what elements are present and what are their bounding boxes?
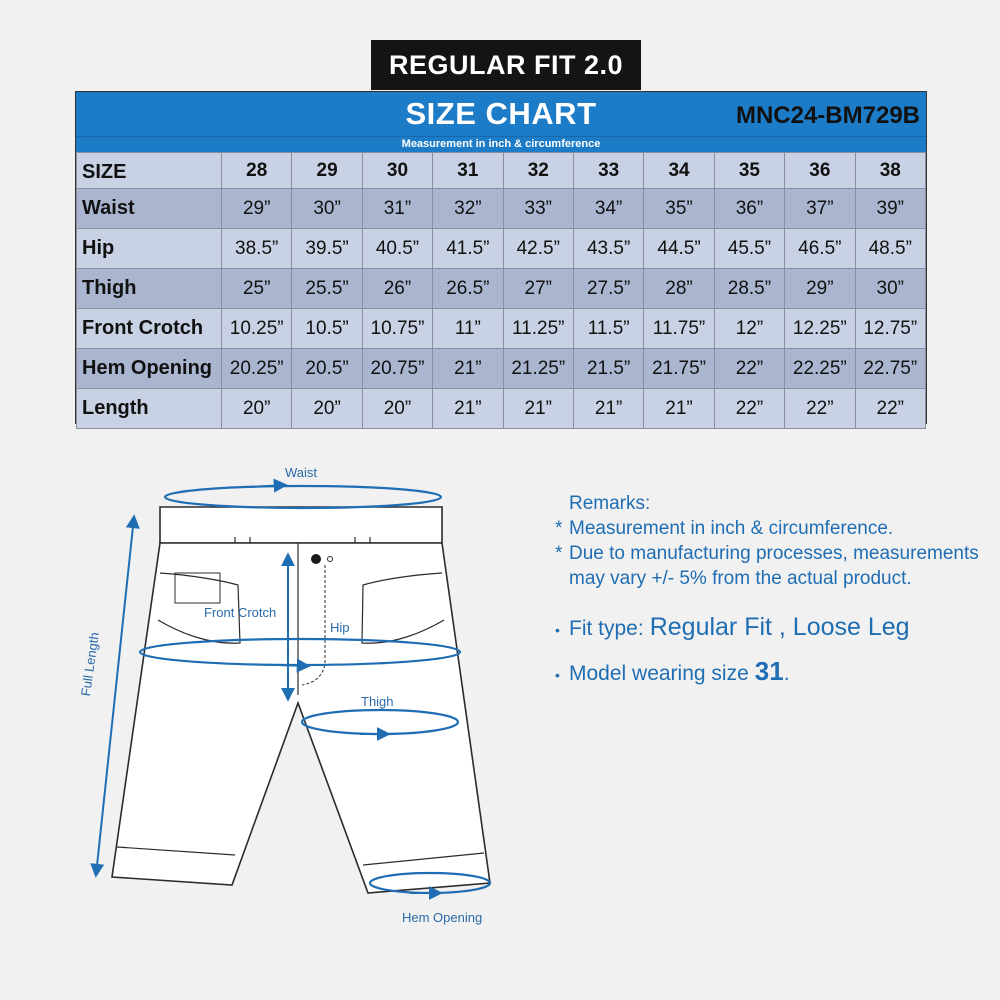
measurement-value: 20” (362, 389, 432, 429)
size-header-label: SIZE (77, 153, 222, 189)
measurement-label: Waist (77, 189, 222, 229)
measurement-value: 21.5” (573, 349, 643, 389)
measurement-value: 22.25” (785, 349, 855, 389)
measurement-value: 39.5” (292, 229, 362, 269)
remarks-panel (555, 492, 985, 687)
measurement-value: 22” (714, 349, 784, 389)
measurement-value: 27.5” (573, 269, 643, 309)
measurement-value: 48.5” (855, 229, 925, 269)
size-header-cell: 31 (433, 153, 503, 189)
model-size-label: Model wearing size (569, 662, 749, 685)
measurement-label: Length (77, 389, 222, 429)
shorts-diagram (80, 455, 500, 935)
measurement-value: 12.25” (785, 309, 855, 349)
size-header-cell: 34 (644, 153, 714, 189)
size-header-cell: 28 (222, 153, 292, 189)
measurement-value: 11.5” (573, 309, 643, 349)
measurement-value: 22” (785, 389, 855, 429)
measurement-value: 33” (503, 189, 573, 229)
size-row-thigh (77, 269, 926, 309)
size-row-hem-opening (77, 349, 926, 389)
measurement-value: 22” (714, 389, 784, 429)
measurement-value: 10.25” (222, 309, 292, 349)
measurement-value: 21” (433, 389, 503, 429)
product-code: MNC24-BM729B (735, 102, 920, 129)
measurement-value: 12.75” (855, 309, 925, 349)
size-table-body (77, 189, 926, 429)
size-header-cell: 29 (292, 153, 362, 189)
size-header-cell: 35 (714, 153, 784, 189)
measurement-value: 27” (503, 269, 573, 309)
remarks-title: Remarks: (569, 493, 651, 514)
size-header-row (77, 153, 926, 189)
measurement-value: 21” (644, 389, 714, 429)
size-row-front-crotch (77, 309, 926, 349)
measurement-value: 36” (714, 189, 784, 229)
thigh-label: Thigh (361, 694, 394, 709)
measurement-value: 38.5” (222, 229, 292, 269)
measurement-value: 20.5” (292, 349, 362, 389)
fit-type-value: Regular Fit , Loose Leg (649, 613, 910, 641)
measurement-value: 22.75” (855, 349, 925, 389)
measurement-value: 39” (855, 189, 925, 229)
size-header-cell: 32 (503, 153, 573, 189)
size-chart-subtitle: Measurement in inch & circumference (76, 136, 926, 152)
fit-type-line (555, 613, 985, 642)
size-header-cell: 33 (573, 153, 643, 189)
size-row-hip (77, 229, 926, 269)
measurement-value: 37” (785, 189, 855, 229)
measurement-value: 21” (573, 389, 643, 429)
measurement-value: 26” (362, 269, 432, 309)
measurement-value: 43.5” (573, 229, 643, 269)
front-crotch-label: Front Crotch (204, 605, 277, 620)
fit-type-label: Fit type: (569, 617, 644, 640)
measurement-value: 10.5” (292, 309, 362, 349)
measurement-value: 44.5” (644, 229, 714, 269)
model-size-suffix: . (783, 662, 790, 685)
bullet-icon: • (555, 622, 560, 638)
size-chart-header (76, 92, 926, 152)
measurement-value: 45.5” (714, 229, 784, 269)
waist-label: Waist (285, 465, 318, 480)
size-table (76, 152, 926, 429)
measurement-value: 40.5” (362, 229, 432, 269)
model-size-value: 31 (754, 656, 784, 686)
measurement-value: 20.75” (362, 349, 432, 389)
measurement-value: 21.75” (644, 349, 714, 389)
measurement-value: 25” (222, 269, 292, 309)
remark-star: * (555, 518, 563, 539)
remark-item (555, 516, 985, 541)
measurement-label: Thigh (77, 269, 222, 309)
fit-badge: REGULAR FIT 2.0 (371, 40, 641, 90)
size-row-length (77, 389, 926, 429)
hem-opening-label: Hem Opening (402, 910, 483, 925)
remark-text: Due to manufacturing processes, measurements may vary +/- 5% from the actual product. (569, 543, 979, 589)
size-chart-title: SIZE CHART (405, 96, 597, 131)
measurement-value: 30” (292, 189, 362, 229)
measurement-value: 32” (433, 189, 503, 229)
measurement-value: 28.5” (714, 269, 784, 309)
measurement-value: 20” (292, 389, 362, 429)
measurement-value: 11” (433, 309, 503, 349)
size-row-waist (77, 189, 926, 229)
size-chart (75, 91, 927, 424)
measurement-value: 20.25” (222, 349, 292, 389)
measurement-value: 30” (855, 269, 925, 309)
measurement-value: 10.75” (362, 309, 432, 349)
measurement-value: 28” (644, 269, 714, 309)
full-length-label: Full Length (78, 631, 102, 698)
measurement-value: 25.5” (292, 269, 362, 309)
measurement-value: 34” (573, 189, 643, 229)
measurement-value: 22” (855, 389, 925, 429)
measurement-value: 20” (222, 389, 292, 429)
measurement-value: 12” (714, 309, 784, 349)
measurement-label: Hem Opening (77, 349, 222, 389)
size-header-cell: 38 (855, 153, 925, 189)
shorts-illustration (80, 455, 500, 935)
measurement-value: 21” (433, 349, 503, 389)
measurement-value: 46.5” (785, 229, 855, 269)
size-header-cell: 30 (362, 153, 432, 189)
hip-label: Hip (330, 620, 350, 635)
measurement-value: 42.5” (503, 229, 573, 269)
measurement-value: 21.25” (503, 349, 573, 389)
measurement-value: 11.25” (503, 309, 573, 349)
measurement-label: Hip (77, 229, 222, 269)
remark-item (555, 541, 985, 591)
measurement-value: 29” (785, 269, 855, 309)
measurement-value: 21” (503, 389, 573, 429)
remark-star: * (555, 543, 563, 564)
measurement-value: 11.75” (644, 309, 714, 349)
remark-text: Measurement in inch & circumference. (569, 518, 894, 539)
measurement-value: 41.5” (433, 229, 503, 269)
measurement-value: 26.5” (433, 269, 503, 309)
measurement-label: Front Crotch (77, 309, 222, 349)
measurement-value: 35” (644, 189, 714, 229)
measurement-value: 31” (362, 189, 432, 229)
measurement-value: 29” (222, 189, 292, 229)
size-header-cell: 36 (785, 153, 855, 189)
bullet-icon: • (555, 667, 560, 683)
model-size-line (555, 656, 985, 687)
